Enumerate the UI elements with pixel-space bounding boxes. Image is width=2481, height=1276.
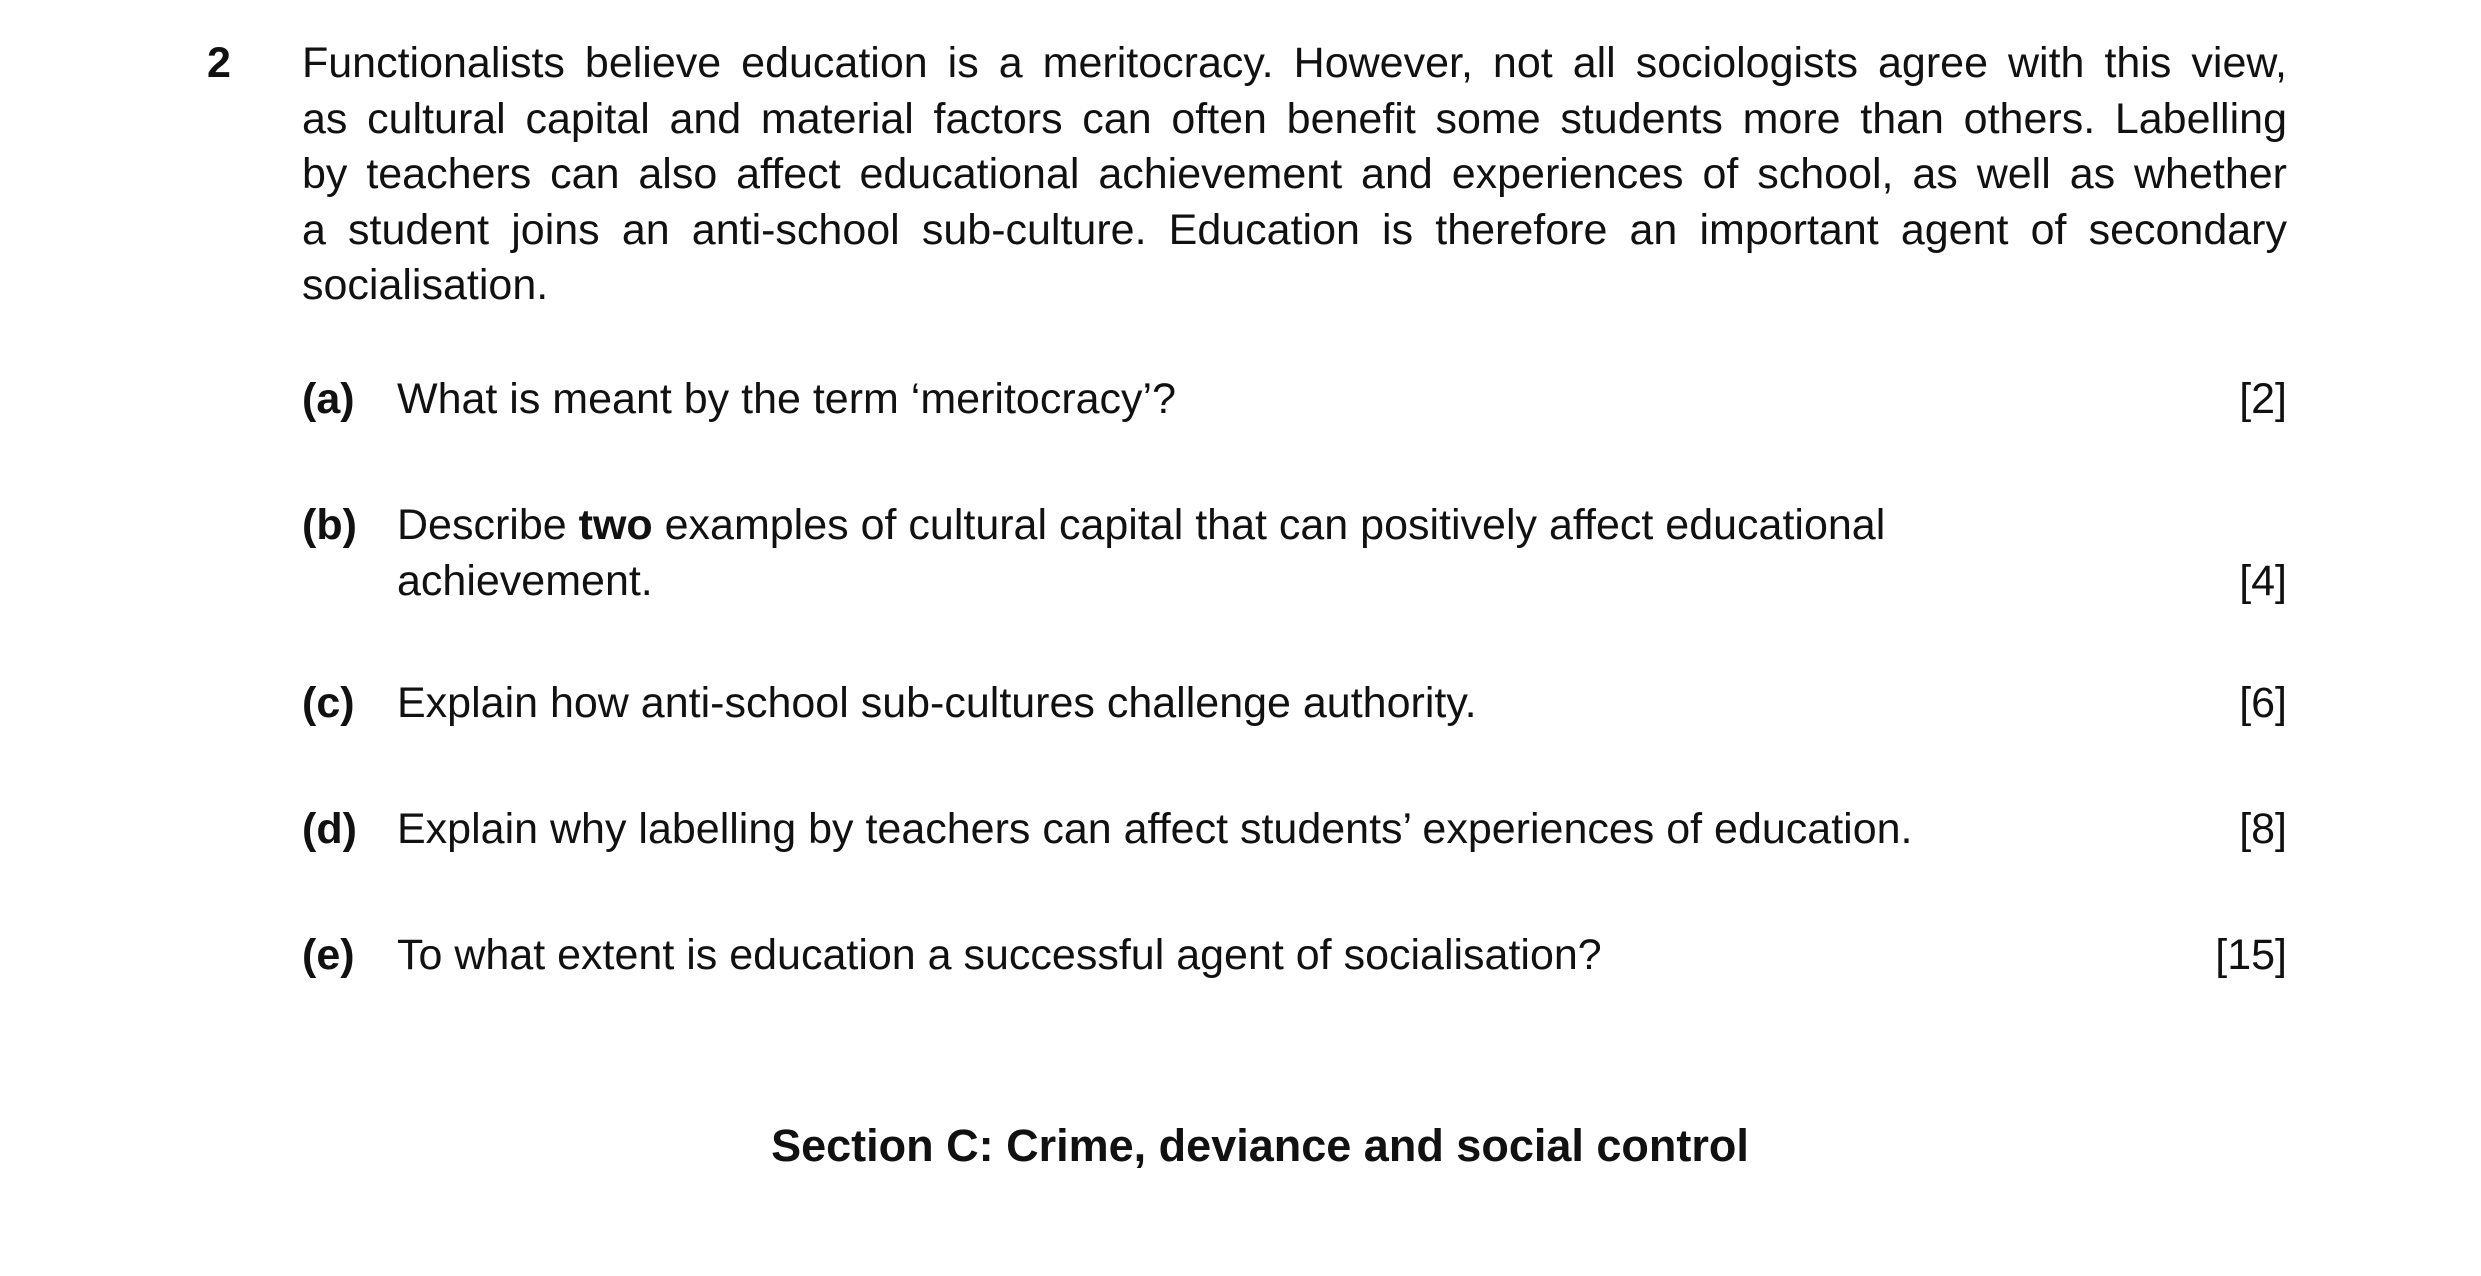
part-marks: [6] [2239,679,2287,727]
part-text-pre: Describe [397,501,579,549]
part-marks: [8] [2239,805,2287,853]
question-stem [302,36,2287,314]
part-text-line: To what extent is education a successful agent of socialisation? [397,931,1602,979]
part-text [397,372,2257,428]
part-text [397,676,2257,732]
part-label: (e) [302,931,355,979]
part-text-line [397,498,2257,554]
stem-line: a student joins an anti-school sub-culture. Education is therefore an important agent of secondary [302,205,2287,254]
part-text-line: Explain why labelling by teachers can affect students’ experiences of education. [397,805,1913,853]
stem-line: as cultural capital and material factors can often benefit some students more than others. Labelling [302,94,2287,143]
part-label: (c) [302,679,355,727]
section-heading: Section C: Crime, deviance and social control [771,1120,1749,1171]
question-number: 2 [207,39,231,87]
stem-line: by teachers can also affect educational achievement and experiences of school, as well as whether [302,150,2287,198]
part-text-line: Explain how anti-school sub-cultures challenge authority. [397,679,1477,727]
part-marks: [15] [2215,931,2287,979]
part-text [397,498,2257,609]
part-label: (d) [302,805,357,853]
part-marks: [2] [2239,375,2287,423]
part-text-post: examples of cultural capital that can positively affect educational [652,501,1886,549]
part-text-line: What is meant by the term ‘meritocracy’? [397,375,1177,423]
part-text [397,802,2257,858]
part-text [397,928,2257,984]
part-label: (a) [302,375,355,423]
stem-line: Functionalists believe education is a meritocracy. However, not all sociologists agree with this view, [302,39,2287,87]
part-text-line: achievement. [397,556,653,605]
part-marks: [4] [2239,556,2287,605]
stem-line: socialisation. [302,261,549,309]
part-text-emphasis: two [578,501,653,549]
part-label: (b) [302,501,357,549]
